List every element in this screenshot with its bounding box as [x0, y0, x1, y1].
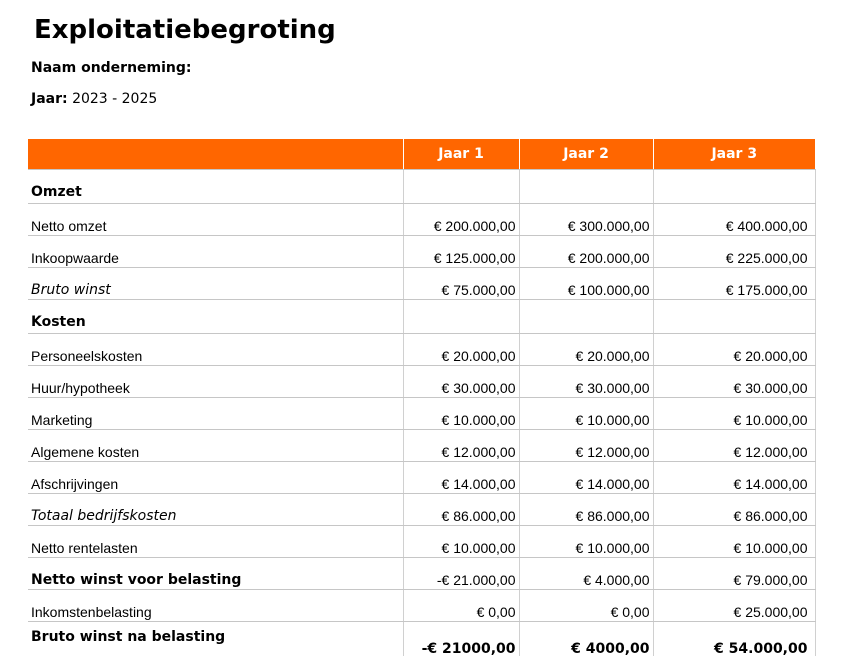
cell-year-1: € 125.000,00 [403, 236, 519, 268]
cell-year-2: € 100.000,00 [519, 268, 653, 300]
table-row [28, 526, 815, 558]
cell-year-1: € 10.000,00 [403, 398, 519, 430]
row-label: Algemene kosten [28, 430, 403, 462]
table-row [28, 334, 815, 366]
cell-year-3 [653, 300, 815, 334]
cell-year-1: € 75.000,00 [403, 268, 519, 300]
row-label: Netto rentelasten [28, 526, 403, 558]
cell-year-1: € 30.000,00 [403, 366, 519, 398]
table-row [28, 236, 815, 268]
year-line [31, 90, 157, 108]
cell-year-3: € 79.000,00 [653, 558, 815, 590]
cell-year-2: € 4000,00 [519, 622, 653, 656]
cell-year-2: € 10.000,00 [519, 398, 653, 430]
cell-year-1: € 12.000,00 [403, 430, 519, 462]
cell-year-2: € 12.000,00 [519, 430, 653, 462]
table-row [28, 398, 815, 430]
cell-year-3: € 10.000,00 [653, 398, 815, 430]
cell-year-3: € 12.000,00 [653, 430, 815, 462]
header-cell-year-3: Jaar 3 [653, 139, 815, 170]
cell-year-1: € 200.000,00 [403, 204, 519, 236]
cell-year-1: -€ 21.000,00 [403, 558, 519, 590]
table-row [28, 366, 815, 398]
cell-year-1: € 86.000,00 [403, 494, 519, 526]
cell-year-1: € 20.000,00 [403, 334, 519, 366]
table-row [28, 558, 815, 590]
cell-year-3: € 20.000,00 [653, 334, 815, 366]
table-row-total [28, 622, 815, 656]
table-row [28, 170, 815, 204]
header-cell-year-1: Jaar 1 [403, 139, 519, 170]
company-label: Naam onderneming: [31, 60, 192, 76]
cell-year-2: € 200.000,00 [519, 236, 653, 268]
cell-year-3: € 30.000,00 [653, 366, 815, 398]
year-label: Jaar: [31, 91, 68, 107]
row-label: Marketing [28, 398, 403, 430]
cell-year-1: € 10.000,00 [403, 526, 519, 558]
row-label: Personeelskosten [28, 334, 403, 366]
cell-year-3: € 225.000,00 [653, 236, 815, 268]
row-label: Bruto winst na belasting [28, 622, 403, 656]
cell-year-3: € 54.000,00 [653, 622, 815, 656]
table-row [28, 590, 815, 622]
row-label: Totaal bedrijfskosten [28, 494, 403, 526]
cell-year-3: € 86.000,00 [653, 494, 815, 526]
table-row [28, 494, 815, 526]
year-value: 2023 - 2025 [72, 91, 158, 107]
cell-year-1 [403, 300, 519, 334]
cell-year-2 [519, 170, 653, 204]
row-label: Inkomstenbelasting [28, 590, 403, 622]
cell-year-3: € 400.000,00 [653, 204, 815, 236]
header-cell-label [28, 139, 403, 170]
cell-year-3: € 25.000,00 [653, 590, 815, 622]
company-line [31, 59, 192, 77]
row-label: Omzet [28, 170, 403, 204]
cell-year-1: € 14.000,00 [403, 462, 519, 494]
row-label: Kosten [28, 300, 403, 334]
cell-year-3 [653, 170, 815, 204]
table-row [28, 430, 815, 462]
cell-year-2: € 0,00 [519, 590, 653, 622]
table-row [28, 300, 815, 334]
cell-year-1: € 0,00 [403, 590, 519, 622]
document-title: Exploitatiebegroting [34, 15, 336, 45]
cell-year-1 [403, 170, 519, 204]
cell-year-2: € 14.000,00 [519, 462, 653, 494]
table-row [28, 204, 815, 236]
header-cell-year-2: Jaar 2 [519, 139, 653, 170]
cell-year-3: € 10.000,00 [653, 526, 815, 558]
cell-year-2: € 10.000,00 [519, 526, 653, 558]
row-label: Netto winst voor belasting [28, 558, 403, 590]
cell-year-2: € 86.000,00 [519, 494, 653, 526]
cell-year-1: -€ 21000,00 [403, 622, 519, 656]
cell-year-2: € 20.000,00 [519, 334, 653, 366]
row-label: Huur/hypotheek [28, 366, 403, 398]
cell-year-3: € 14.000,00 [653, 462, 815, 494]
header-row [28, 139, 815, 170]
row-label: Afschrijvingen [28, 462, 403, 494]
budget-table [28, 139, 816, 656]
cell-year-3: € 175.000,00 [653, 268, 815, 300]
cell-year-2: € 30.000,00 [519, 366, 653, 398]
row-label: Bruto winst [28, 268, 403, 300]
cell-year-2: € 4.000,00 [519, 558, 653, 590]
table-row [28, 462, 815, 494]
row-label: Netto omzet [28, 204, 403, 236]
row-label: Inkoopwaarde [28, 236, 403, 268]
cell-year-2: € 300.000,00 [519, 204, 653, 236]
table-row [28, 268, 815, 300]
cell-year-2 [519, 300, 653, 334]
